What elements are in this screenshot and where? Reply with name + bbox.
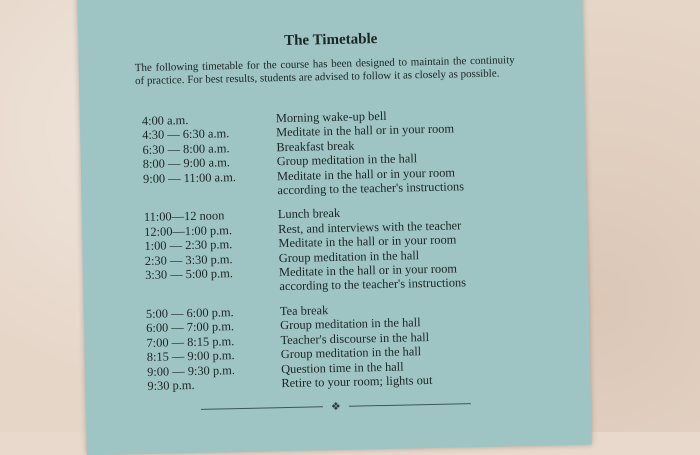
divider-line [349, 403, 471, 407]
schedule-activity: Teacher's discourse in the hall [280, 329, 430, 347]
page-title: The Timetable [283, 31, 378, 50]
schedule-activity: Morning wake-up bell [275, 108, 387, 126]
schedule-activity: Tea break [279, 303, 329, 319]
schedule-time: 8:15 — 9:00 p.m. [146, 348, 235, 365]
schedule-list [142, 105, 568, 393]
schedule-time [145, 280, 279, 297]
schedule-time: 4:00 a.m. [141, 113, 189, 129]
schedule-time: 5:00 — 6:00 p.m. [145, 305, 234, 321]
schedule-time: 3:30 — 5:00 p.m. [144, 266, 234, 283]
schedule-activity: according to the teacher's instructions [277, 179, 465, 198]
schedule-activity: Meditate in the hall or in your room [278, 232, 457, 251]
schedule-time: 7:00 — 8:15 p.m. [146, 333, 235, 350]
schedule-activity: Group meditation in the hall [280, 315, 421, 333]
schedule-activity: Rest, and interviews with the teacher [278, 218, 462, 237]
schedule-time: 6:30 — 8:00 a.m. [142, 140, 230, 157]
schedule-activity: Question time in the hall [280, 359, 404, 376]
schedule-time: 11:00—12 noon [143, 208, 225, 225]
schedule-time: 4:30 — 6:30 a.m. [142, 126, 230, 143]
schedule-activity: Group meditation in the hall [278, 247, 420, 265]
timetable-sheet [77, 0, 592, 455]
schedule-time: 6:00 — 7:00 p.m. [146, 319, 235, 336]
schedule-time: 12:00—1:00 p.m. [144, 222, 233, 239]
schedule-activity: Retire to your room; lights out [281, 372, 433, 391]
schedule-time: 9:30 p.m. [147, 377, 195, 393]
schedule-activity: Lunch break [277, 206, 341, 222]
schedule-time: 9:00 — 11:00 a.m. [142, 169, 237, 186]
ornament-icon: ❖ [330, 400, 341, 413]
schedule-activity: according to the teacher's instructions [279, 275, 467, 294]
schedule-time: 8:00 — 9:00 a.m. [142, 155, 230, 172]
intro-paragraph: The following timetable for the course has been designed to maintain the continuity of practice. For best results, students are advised to follow it as closely as possible. [134, 54, 515, 88]
schedule-activity: Breakfast break [276, 138, 355, 155]
schedule-activity: Group meditation in the hall [276, 151, 418, 169]
footer-divider [201, 397, 471, 415]
schedule-activity: Group meditation in the hall [280, 344, 422, 362]
schedule-time: 2:30 — 3:30 p.m. [144, 251, 233, 268]
schedule-activity: Meditate in the hall or in your room [278, 261, 458, 280]
schedule-activity: Meditate in the hall or in your room [276, 121, 455, 140]
schedule-activity: Meditate in the hall or in your room [276, 165, 456, 183]
schedule-time: 9:00 — 9:30 p.m. [146, 362, 236, 379]
divider-line [201, 406, 323, 410]
schedule-time: 1:00 — 2:30 p.m. [144, 237, 233, 254]
schedule-time [143, 183, 277, 200]
